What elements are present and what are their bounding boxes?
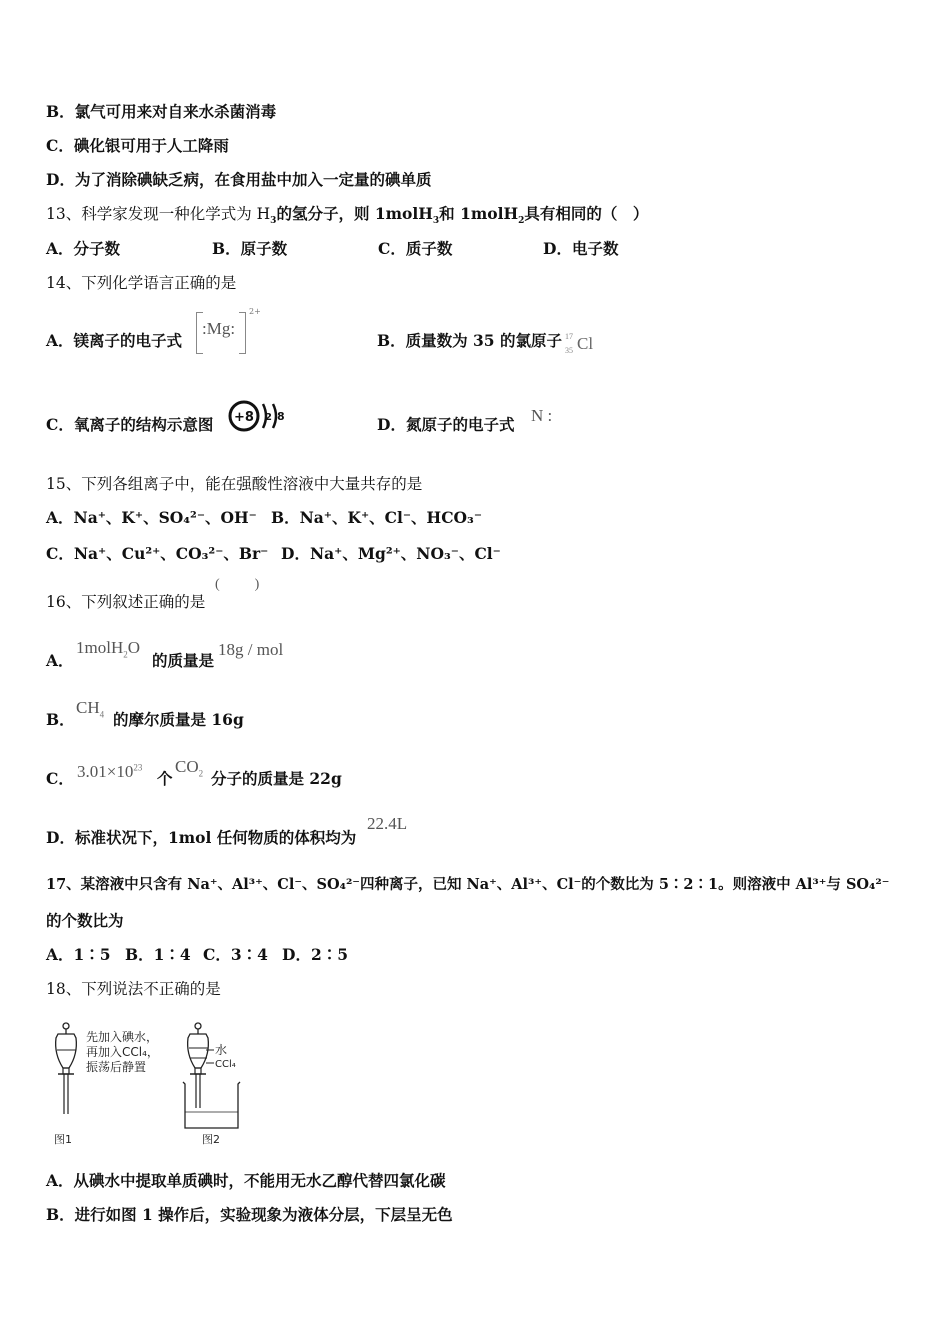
q12-option-c: C．碘化银可用于人工降雨: [46, 136, 229, 155]
right-bracket: [239, 312, 246, 354]
q13-option-c: C．质子数: [378, 239, 453, 258]
q17-option-a: A．1∶5: [46, 945, 111, 964]
figure-1-note-line-1: 先加入碘水，: [86, 1030, 159, 1044]
nuclide-symbol: Cl: [577, 334, 594, 353]
chlorine-nuclide-notation: [565, 332, 605, 362]
q15-option-c: C．Na⁺、Cu²⁺、CO₃²⁻、Br⁻: [46, 544, 269, 563]
q17-option-b: B．1∶4: [125, 945, 191, 964]
q16-b-formula: $CH_4$: [76, 698, 105, 720]
q16-a-text: 的质量是: [152, 651, 215, 670]
figure-1-funnel: [56, 1023, 77, 1114]
q16-answer-paren: ( ): [215, 577, 260, 592]
mg-charge: 2+: [249, 307, 261, 316]
q16-option-b-label: B．: [46, 710, 75, 729]
q12-option-b: B．氯气可用来对自来水杀菌消毒: [46, 102, 277, 121]
oxygen-ion-structure-diagram: [227, 399, 293, 437]
shell-arc-2: [273, 404, 276, 428]
mg-formula-text: :Mg:: [202, 319, 236, 338]
nuclide-upper-number: 17: [565, 332, 573, 341]
q16-c-unit: 个: [157, 769, 173, 788]
q16-b-text: 的摩尔质量是 16g: [113, 710, 244, 729]
figure-1-caption: 图1: [54, 1133, 72, 1146]
figure-1-note-line-2: 再加入CCl₄，: [86, 1045, 159, 1059]
q16-a-value: 18g / mol: [218, 640, 284, 659]
figure-2-funnel-and-beaker: [183, 1023, 240, 1128]
q14-option-a: A．镁离子的电子式: [46, 331, 183, 350]
figure-2-label-water: 水: [215, 1043, 228, 1057]
nuclide-lower-number: 35: [565, 346, 573, 355]
figure-1-note-line-3: 振荡后静置: [86, 1060, 147, 1074]
q18-option-b: B．进行如图 1 操作后，实验现象为液体分层，下层呈无色: [46, 1205, 453, 1224]
nucleus-charge: +8: [234, 410, 254, 425]
q16-stem: 16、下列叙述正确的是: [46, 593, 206, 611]
q15-stem: 15、下列各组离子中，能在强酸性溶液中大量共存的是: [46, 475, 423, 493]
q16-d-value: 22.4L: [367, 814, 408, 833]
q13-stem: 13、科学家发现一种化学式为 $H_3$的氢分子，则 1molH$_3$和 1molH$_2$具有相同的（ ）: [46, 204, 649, 227]
q15-option-d: D．Na⁺、Mg²⁺、NO₃⁻、Cl⁻: [281, 544, 501, 563]
separatory-funnel-figures: [40, 1016, 260, 1152]
shell-1-electrons: 2: [265, 412, 272, 423]
q14-option-d: D．氮原子的电子式: [377, 415, 515, 434]
shell-2-electrons: 8: [277, 410, 285, 423]
q13-option-a: A．分子数: [46, 239, 121, 258]
q13-option-b: B．原子数: [212, 239, 288, 258]
q16-option-a-label: A．: [46, 651, 74, 670]
q14-option-b: B．质量数为 35 的氯原子: [377, 331, 562, 350]
q13-option-d: D．电子数: [543, 239, 619, 258]
q15-option-a: A．Na⁺、K⁺、SO₄²⁻、OH⁻: [46, 508, 257, 527]
q18-option-a: A．从碘水中提取单质碘时，不能用无水乙醇代替四氯化碳: [46, 1171, 446, 1190]
q16-option-d: D．标准状况下，1mol 任何物质的体积均为: [46, 828, 357, 847]
q17-option-c: C．3∶4: [203, 945, 268, 964]
figure-2-caption: 图2: [202, 1133, 220, 1146]
q12-option-d: D．为了消除碘缺乏病，在食用盐中加入一定量的碘单质: [46, 170, 432, 189]
mg-ion-electron-formula: [194, 309, 264, 357]
q16-option-c-label: C．: [46, 769, 74, 788]
q14-option-c: C．氧离子的结构示意图: [46, 415, 214, 434]
q15-option-b: B．Na⁺、K⁺、Cl⁻、HCO₃⁻: [271, 508, 483, 527]
q18-stem: 18、下列说法不正确的是: [46, 980, 221, 998]
q17-stem-line-1: 17、某溶液中只含有 Na⁺、Al³⁺、Cl⁻、SO₄²⁻四种离子，已知 Na⁺、Al³⁺、Cl⁻的个数比为 5∶2∶1。则溶液中 Al³⁺与 SO₄²⁻: [46, 876, 890, 893]
q16-c-number: $3.01\times 10^{23}$: [77, 762, 143, 781]
nitrogen-electron-formula: N :: [531, 406, 553, 425]
q16-c-text: 分子的质量是 22g: [211, 769, 342, 788]
q14-stem: 14、下列化学语言正确的是: [46, 274, 237, 292]
q16-c-formula: $CO_2$: [175, 757, 204, 779]
q17-option-d: D．2∶5: [282, 945, 349, 964]
figure-2-label-ccl4: CCl₄: [215, 1059, 236, 1070]
q17-stem-line-2: 的个数比为: [46, 911, 124, 930]
q16-a-formula: 1molH$_2$O: [76, 638, 141, 660]
